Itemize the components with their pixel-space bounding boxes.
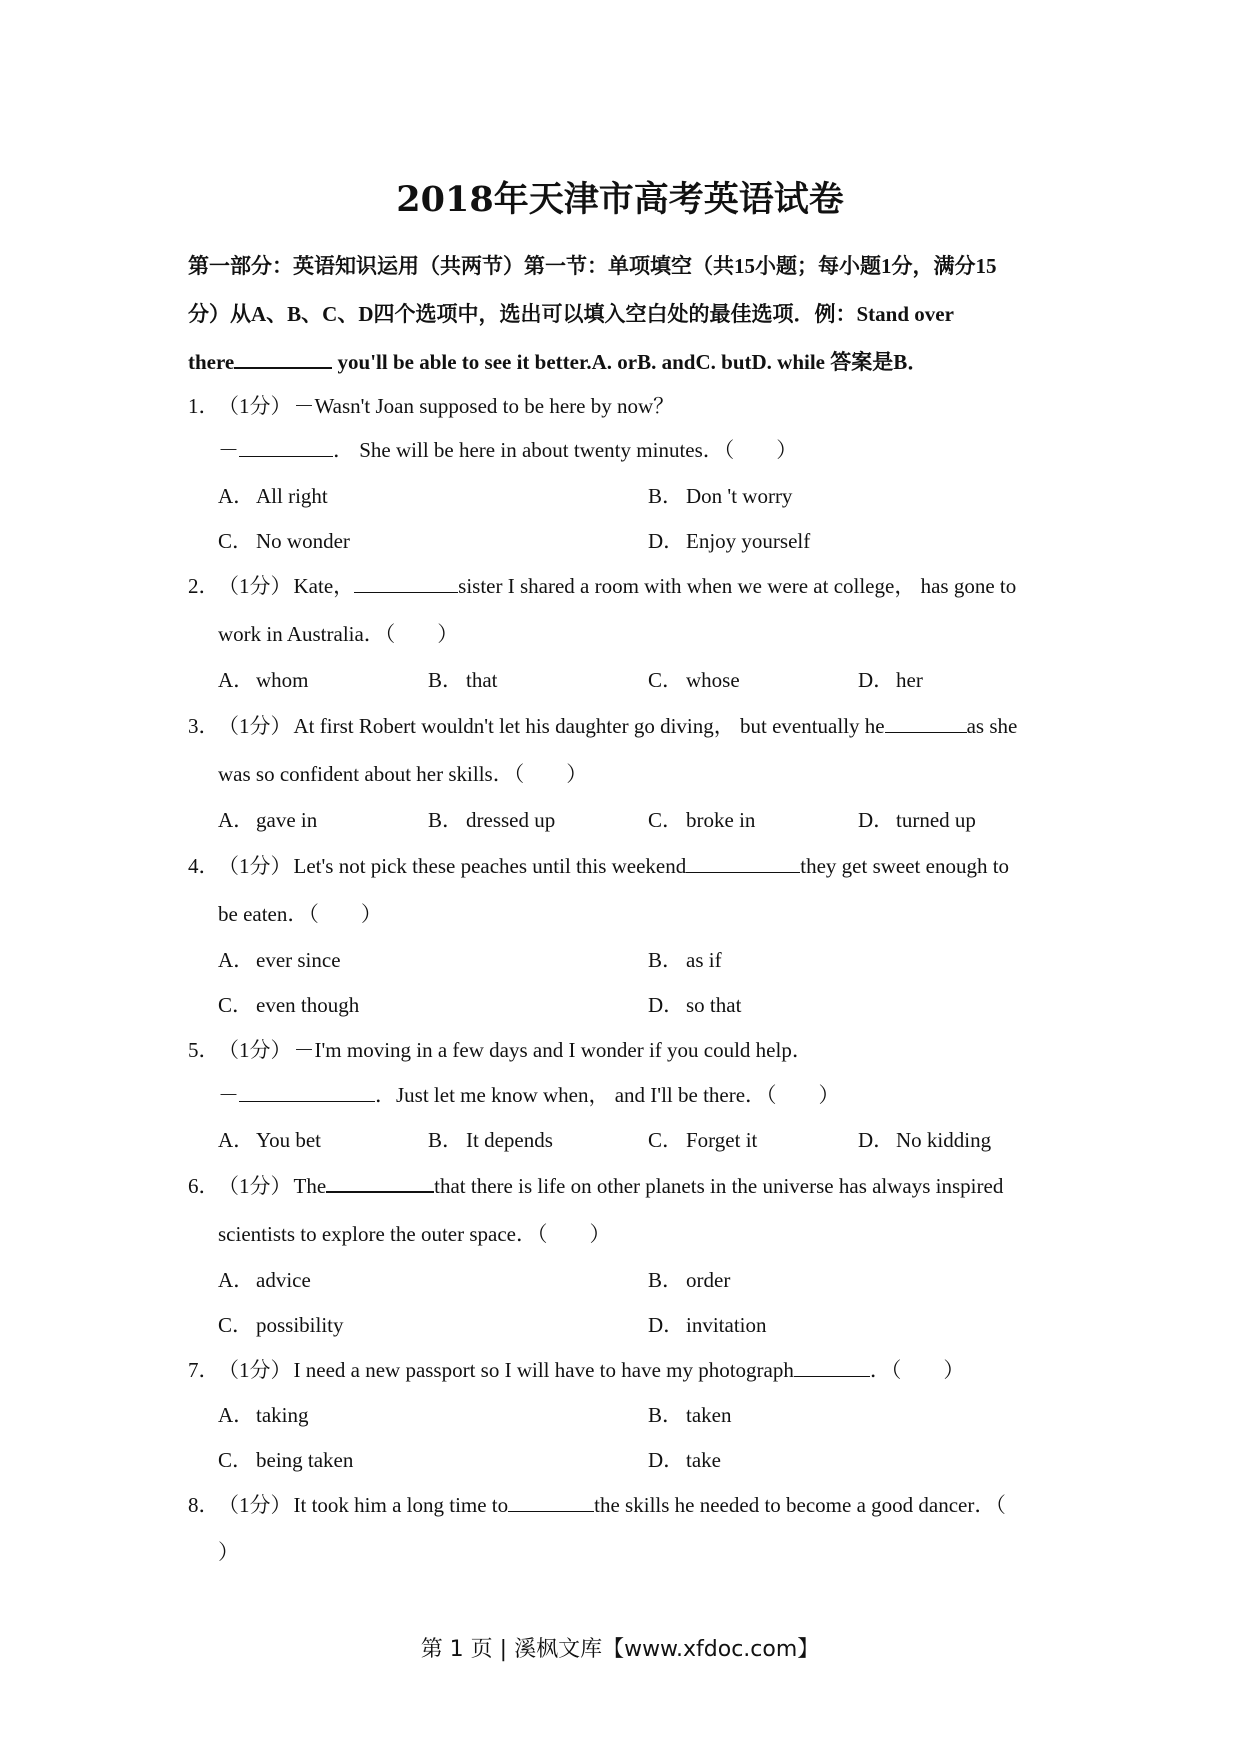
option-letter: A．	[218, 1268, 255, 1292]
question-text: It took him a long time to	[293, 1493, 509, 1517]
option-text: take	[686, 1448, 721, 1472]
option-text: It depends	[466, 1128, 553, 1152]
question-points: （1分）	[218, 1493, 292, 1517]
option-text: as if	[686, 948, 722, 972]
option-letter: A．	[218, 484, 255, 508]
question-text: －	[218, 1083, 239, 1107]
question-4-option-b	[648, 944, 722, 974]
instructions-text: 第一部分：英语知识运用（共两节）第一节：单项填空（共15小题；每小题1分，满分15	[188, 254, 997, 278]
option-text: being taken	[256, 1448, 354, 1472]
section-instructions-line-1	[188, 250, 1058, 280]
option-letter: A．	[218, 668, 255, 692]
option-text: order	[686, 1268, 731, 1292]
option-text: so that	[686, 993, 742, 1017]
option-letter: D．	[858, 668, 895, 692]
option-letter: C．	[218, 993, 254, 1017]
question-text: －	[218, 438, 239, 462]
option-letter: B．	[428, 1128, 464, 1152]
question-number: 6．	[188, 1174, 220, 1198]
option-text: You bet	[256, 1128, 321, 1152]
option-text: No wonder	[256, 529, 350, 553]
question-2-option-d	[858, 664, 923, 694]
question-2-option-c	[648, 664, 740, 694]
question-3-option-b	[428, 804, 555, 834]
option-letter: B．	[428, 808, 464, 832]
option-letter: D．	[648, 529, 685, 553]
option-letter: A．	[218, 1128, 255, 1152]
page-title: 2018年天津市高考英语试卷	[396, 179, 844, 220]
question-4-line-2	[218, 898, 382, 928]
option-letter: A．	[218, 808, 255, 832]
option-letter: D．	[858, 1128, 895, 1152]
question-text: that there is life on other planets in the universe has always inspired	[434, 1174, 1004, 1198]
question-number: 2．	[188, 574, 220, 598]
option-letter: B．	[648, 484, 684, 508]
question-text: ．Just let me know when， and I'll be there．（ ）	[375, 1083, 840, 1107]
question-points: （1分）	[218, 854, 292, 878]
question-points: （1分）	[218, 1174, 292, 1198]
question-2-line-2	[218, 618, 458, 648]
question-text: be eaten．（ ）	[218, 902, 382, 926]
question-8	[188, 1489, 1006, 1519]
option-text: No kidding	[896, 1128, 992, 1152]
question-2-option-b	[428, 664, 498, 694]
option-letter: C．	[218, 529, 254, 553]
option-letter: C．	[218, 1448, 254, 1472]
question-text: Let's not pick these peaches until this weekend	[293, 854, 687, 878]
question-6-option-d	[648, 1309, 767, 1339]
question-3-option-d	[858, 804, 976, 834]
question-text: scientists to explore the outer space．（ ）	[218, 1222, 611, 1246]
question-6-option-b	[648, 1264, 730, 1294]
question-points: （1分）	[218, 1038, 292, 1062]
question-1-option-b	[648, 480, 792, 510]
option-text: dressed up	[466, 808, 556, 832]
option-text: gave in	[256, 808, 318, 832]
answer-blank	[234, 349, 332, 369]
page-footer: 第 1 页 | 溪枫文库【www.xfdoc.com】	[420, 1637, 820, 1662]
option-letter: C．	[648, 1128, 684, 1152]
option-text: turned up	[896, 808, 976, 832]
question-2-option-a	[218, 664, 309, 694]
question-4-option-c	[218, 989, 359, 1019]
question-text: they get sweet enough to	[800, 854, 1010, 878]
section-instructions-line-3	[188, 346, 1058, 376]
question-7	[188, 1354, 964, 1384]
question-4-option-a	[218, 944, 341, 974]
question-5-line-2	[218, 1079, 840, 1109]
question-7-option-c	[218, 1444, 353, 1474]
option-text: her	[896, 668, 923, 692]
question-7-option-a	[218, 1399, 309, 1429]
question-text: The	[293, 1174, 327, 1198]
option-letter: A．	[218, 948, 255, 972]
question-text: work in Australia．（ ）	[218, 622, 459, 646]
question-8-line-2	[218, 1536, 239, 1566]
question-1	[188, 390, 674, 420]
option-letter: B．	[428, 668, 464, 692]
option-letter: B．	[648, 1268, 684, 1292]
question-number: 1．	[188, 394, 220, 418]
question-2	[188, 570, 1016, 600]
answer-blank	[239, 438, 333, 457]
option-letter: D．	[648, 993, 685, 1017]
question-7-option-d	[648, 1444, 721, 1474]
question-text: sister I shared a room with when we were at college， has gone to	[458, 574, 1017, 598]
question-text: as she	[966, 714, 1018, 738]
option-letter: C．	[648, 668, 684, 692]
question-3-option-c	[648, 804, 755, 834]
instructions-text: there	[188, 350, 235, 374]
option-letter: C．	[218, 1313, 254, 1337]
question-text: Kate，	[293, 574, 355, 598]
option-letter: D．	[648, 1313, 685, 1337]
question-3-line-2	[218, 758, 587, 788]
question-text: the skills he needed to become a good dancer．（	[594, 1493, 1006, 1517]
question-text: ）	[218, 1540, 239, 1564]
question-1-option-c	[218, 525, 350, 555]
option-text: possibility	[256, 1313, 344, 1337]
question-points: （1分）	[218, 394, 292, 418]
question-text: －Wasn't Joan supposed to be here by now？	[293, 394, 675, 418]
option-text: invitation	[686, 1313, 767, 1337]
option-text: taken	[686, 1403, 732, 1427]
option-text: broke in	[686, 808, 756, 832]
question-1-line-2	[218, 434, 797, 464]
option-letter: B．	[648, 948, 684, 972]
question-4	[188, 850, 1009, 880]
option-text: that	[466, 668, 498, 692]
answer-blank	[326, 1173, 434, 1193]
answer-blank	[686, 854, 800, 873]
question-text: ．（ ）	[869, 1358, 965, 1382]
question-3-option-a	[218, 804, 317, 834]
answer-blank	[885, 714, 967, 733]
question-5-option-b	[428, 1124, 553, 1154]
question-6	[188, 1170, 1003, 1200]
option-letter: D．	[648, 1448, 685, 1472]
question-3	[188, 710, 1017, 740]
question-1-option-a	[218, 480, 328, 510]
question-6-option-a	[218, 1264, 311, 1294]
question-number: 4．	[188, 854, 220, 878]
question-6-option-c	[218, 1309, 344, 1339]
question-1-option-d	[648, 525, 810, 555]
option-text: Don 't worry	[686, 484, 793, 508]
question-text: was so confident about her skills．（ ）	[218, 762, 588, 786]
question-number: 8．	[188, 1493, 220, 1517]
option-text: whom	[256, 668, 309, 692]
question-number: 5．	[188, 1038, 220, 1062]
answer-blank	[354, 574, 458, 593]
option-letter: D．	[858, 808, 895, 832]
question-6-line-2	[218, 1218, 611, 1248]
question-number: 7．	[188, 1358, 220, 1382]
answer-blank	[508, 1493, 594, 1512]
question-text: ． She will be here in about twenty minutes．（ ）	[333, 438, 798, 462]
option-text: even though	[256, 993, 360, 1017]
option-text: Enjoy yourself	[686, 529, 811, 553]
option-text: ever since	[256, 948, 341, 972]
question-4-option-d	[648, 989, 741, 1019]
option-text: All right	[256, 484, 328, 508]
answer-blank	[794, 1358, 870, 1377]
question-points: （1分）	[218, 714, 292, 738]
option-letter: B．	[648, 1403, 684, 1427]
option-letter: C．	[648, 808, 684, 832]
option-letter: A．	[218, 1403, 255, 1427]
question-7-option-b	[648, 1399, 731, 1429]
question-5-option-c	[648, 1124, 757, 1154]
question-number: 3．	[188, 714, 220, 738]
option-text: whose	[686, 668, 740, 692]
question-5	[188, 1034, 813, 1064]
option-text: advice	[256, 1268, 311, 1292]
question-text: At first Robert wouldn't let his daughter go diving， but eventually he	[293, 714, 885, 738]
option-text: taking	[256, 1403, 309, 1427]
question-5-option-a	[218, 1124, 321, 1154]
instructions-text: 分）从A、B、C、D四个选项中，选出可以填入空白处的最佳选项．例：Stand over	[188, 302, 954, 326]
answer-blank	[239, 1083, 375, 1102]
option-text: Forget it	[686, 1128, 758, 1152]
question-points: （1分）	[218, 1358, 292, 1382]
question-points: （1分）	[218, 574, 292, 598]
question-5-option-d	[858, 1124, 991, 1154]
question-text: I need a new passport so I will have to have my photograph	[293, 1358, 794, 1382]
section-instructions-line-2	[188, 298, 1058, 328]
question-text: －I'm moving in a few days and I wonder if you could help．	[293, 1038, 813, 1062]
instructions-text: you'll be able to see it better.A. orB. andC. butD. while 答案是B．	[332, 350, 929, 374]
